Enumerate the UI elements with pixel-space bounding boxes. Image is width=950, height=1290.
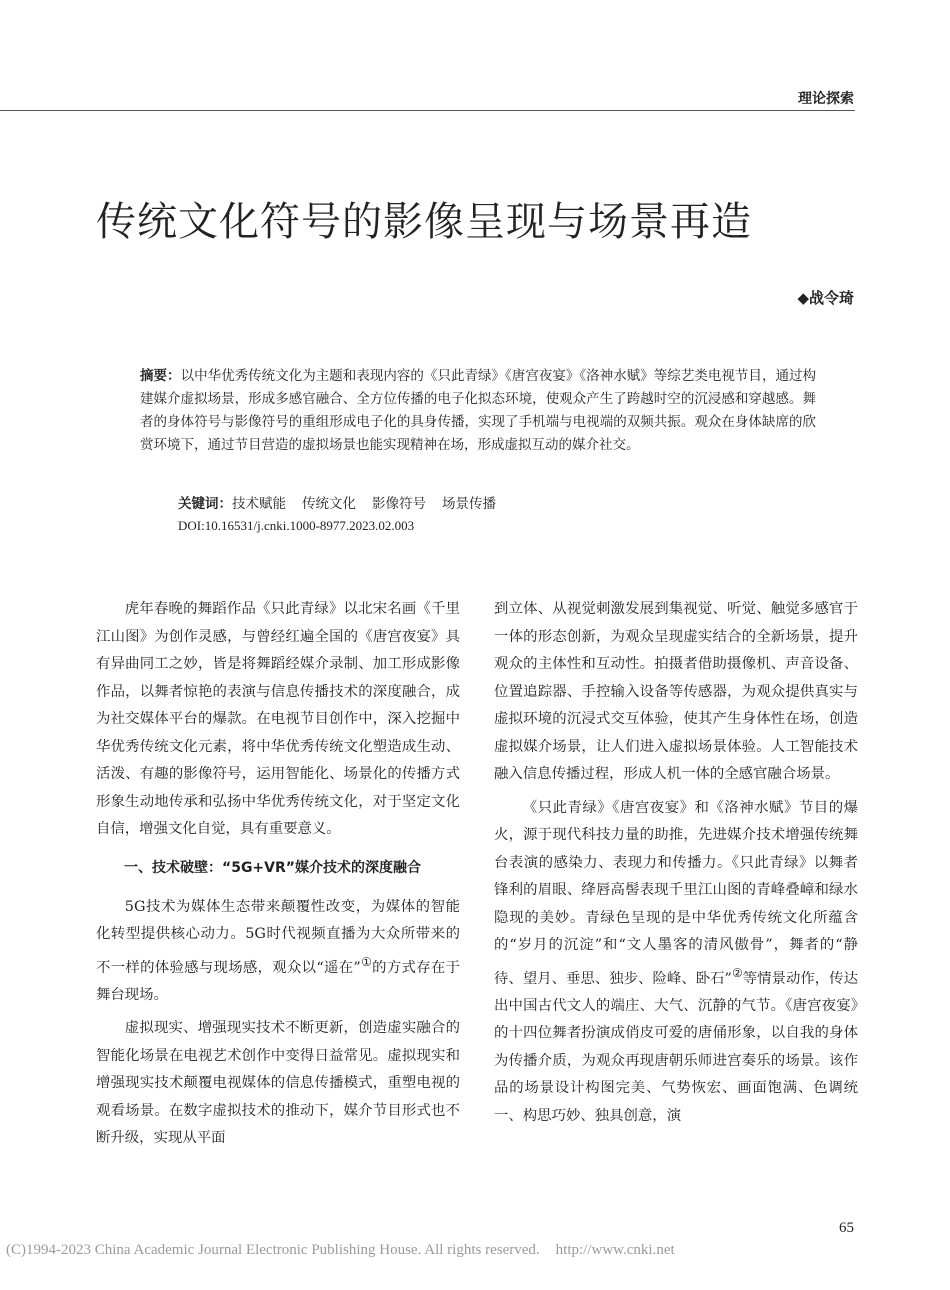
abstract: [140, 365, 816, 457]
section-heading: 一、技术破壁：“5G+VR”媒介技术的深度融合: [124, 859, 421, 876]
body-column-left: [96, 596, 460, 1153]
abstract-text: 以中华优秀传统文化为主题和表现内容的《只此青绿》《唐宫夜宴》《洛神水赋》等综艺类电视节目，通过构建媒介虚拟场景，形成多感官融合、全方位传播的电子化拟态环境，使观众产生了跨越时空的沉浸感和穿越感。舞者的身体符号与影像符号的重组形成电子化的具身传播，实现了手机端与电视端的双频共振。观众在身体缺席的欣赏环境下，通过节目营造的虚拟场景也能实现精神在场，形成虚拟互动的媒介社交。: [140, 368, 817, 453]
doi: DOI:10.16531/j.cnki.1000-8977.2023.02.003: [178, 518, 415, 533]
abstract-label: 摘要：: [140, 368, 181, 384]
keyword: 传统文化: [302, 496, 356, 512]
paragraph-text: 等情景动作，传达出中国古代文人的端庄、大气、沉静的气节。《唐宫夜宴》的十四位舞者扮演成俏皮可爱的唐俑形象，以自我的身体为传播介质，为观众再现唐朝乐师进宫奏乐的场景。该作品的场景设计构图完美、气势恢宏、画面饱满、色调统一、构思巧妙、独具创意，演: [494, 970, 858, 1124]
paragraph-text: 的方式存在于舞台现场。: [96, 959, 460, 1003]
header-rule: [0, 110, 855, 111]
paragraph-text: 5G技术为媒体生态带来颠覆性改变，为媒体的智能化转型提供核心动力。5G时代视频直播为大众所带来的不一样的体验感与现场感，观众以“遥在”: [96, 898, 460, 976]
body-paragraph: 到立体、从视觉刺激发展到集视觉、听觉、触觉多感官于一体的形态创新，为观众呈现虚实结合的全新场景，提升观众的主体性和互动性。拍摄者借助摄像机、声音设备、位置追踪器、手控输入设备等传感器，为观众提供真实与虚拟环境的沉浸式交互体验，使其产生身体性在场，创造虚拟媒介场景，让人们进入虚拟场景体验。人工智能技术融入信息传播过程，形成人机一体的全感官融合场景。: [494, 601, 858, 782]
body-column-right: [494, 596, 858, 1130]
keyword: 场景传播: [442, 496, 496, 512]
paragraph-text: 《只此青绿》《唐宫夜宴》和《洛神水赋》节目的爆火，源于现代科技力量的助推，先进媒介技术增强传统舞台表演的感染力、表现力和传播力。《只此青绿》以舞者锋利的眉眼、绛唇高髻表现千里江山图的青峰叠嶂和绿水隐现的美妙。青绿色呈现的是中华优秀传统文化所蕴含的“岁月的沉淀”和“文人墨客的清风傲骨”，舞者的“静待、望月、垂思、独步、险峰、卧石”: [494, 799, 858, 987]
author-name: ◆战令琦: [797, 289, 854, 307]
article-title: 传统文化符号的影像呈现与场景再造: [96, 199, 752, 245]
keyword: 影像符号: [372, 496, 426, 512]
footer: [6, 1242, 675, 1259]
keyword: 技术赋能: [232, 496, 286, 512]
section-label: 理论探索: [798, 91, 854, 107]
keywords-label: 关键词：: [178, 496, 232, 512]
body-paragraph: 虎年春晚的舞蹈作品《只此青绿》以北宋名画《千里江山图》为创作灵感，与曾经红遍全国的《唐宫夜宴》具有异曲同工之妙，皆是将舞蹈经媒介录制、加工形成影像作品，以舞者惊艳的表演与信息传播技术的深度融合，成为社交媒体平台的爆款。在电视节目创作中，深入挖掘中华优秀传统文化元素，将中华优秀传统文化塑造成生动、活泼、有趣的影像符号，运用智能化、场景化的传播方式形象生动地传承和弘扬中华优秀传统文化，对于坚定文化自信，增强文化自觉，具有重要意义。: [96, 601, 460, 837]
keywords: [178, 493, 818, 515]
body-paragraph: [96, 894, 460, 1010]
footnote-marker[interactable]: ②: [731, 965, 743, 980]
body-paragraph: 虚拟现实、增强现实技术不断更新，创造虚实融合的智能化场景在电视艺术创作中变得日益常见。虚拟现实和增强现实技术颠覆电视媒体的信息传播模式，重塑电视的观看场景。在数字虚拟技术的推动下，媒介节目形式也不断升级，实现从平面: [96, 1020, 460, 1147]
body-paragraph: [494, 795, 858, 1131]
footer-url[interactable]: http://www.cnki.net: [555, 1242, 675, 1258]
copyright-notice: (C)1994-2023 China Academic Journal Electronic Publishing House. All rights reserved.: [6, 1242, 540, 1258]
footnote-marker[interactable]: ①: [360, 954, 373, 969]
page-number: 65: [839, 1220, 854, 1236]
